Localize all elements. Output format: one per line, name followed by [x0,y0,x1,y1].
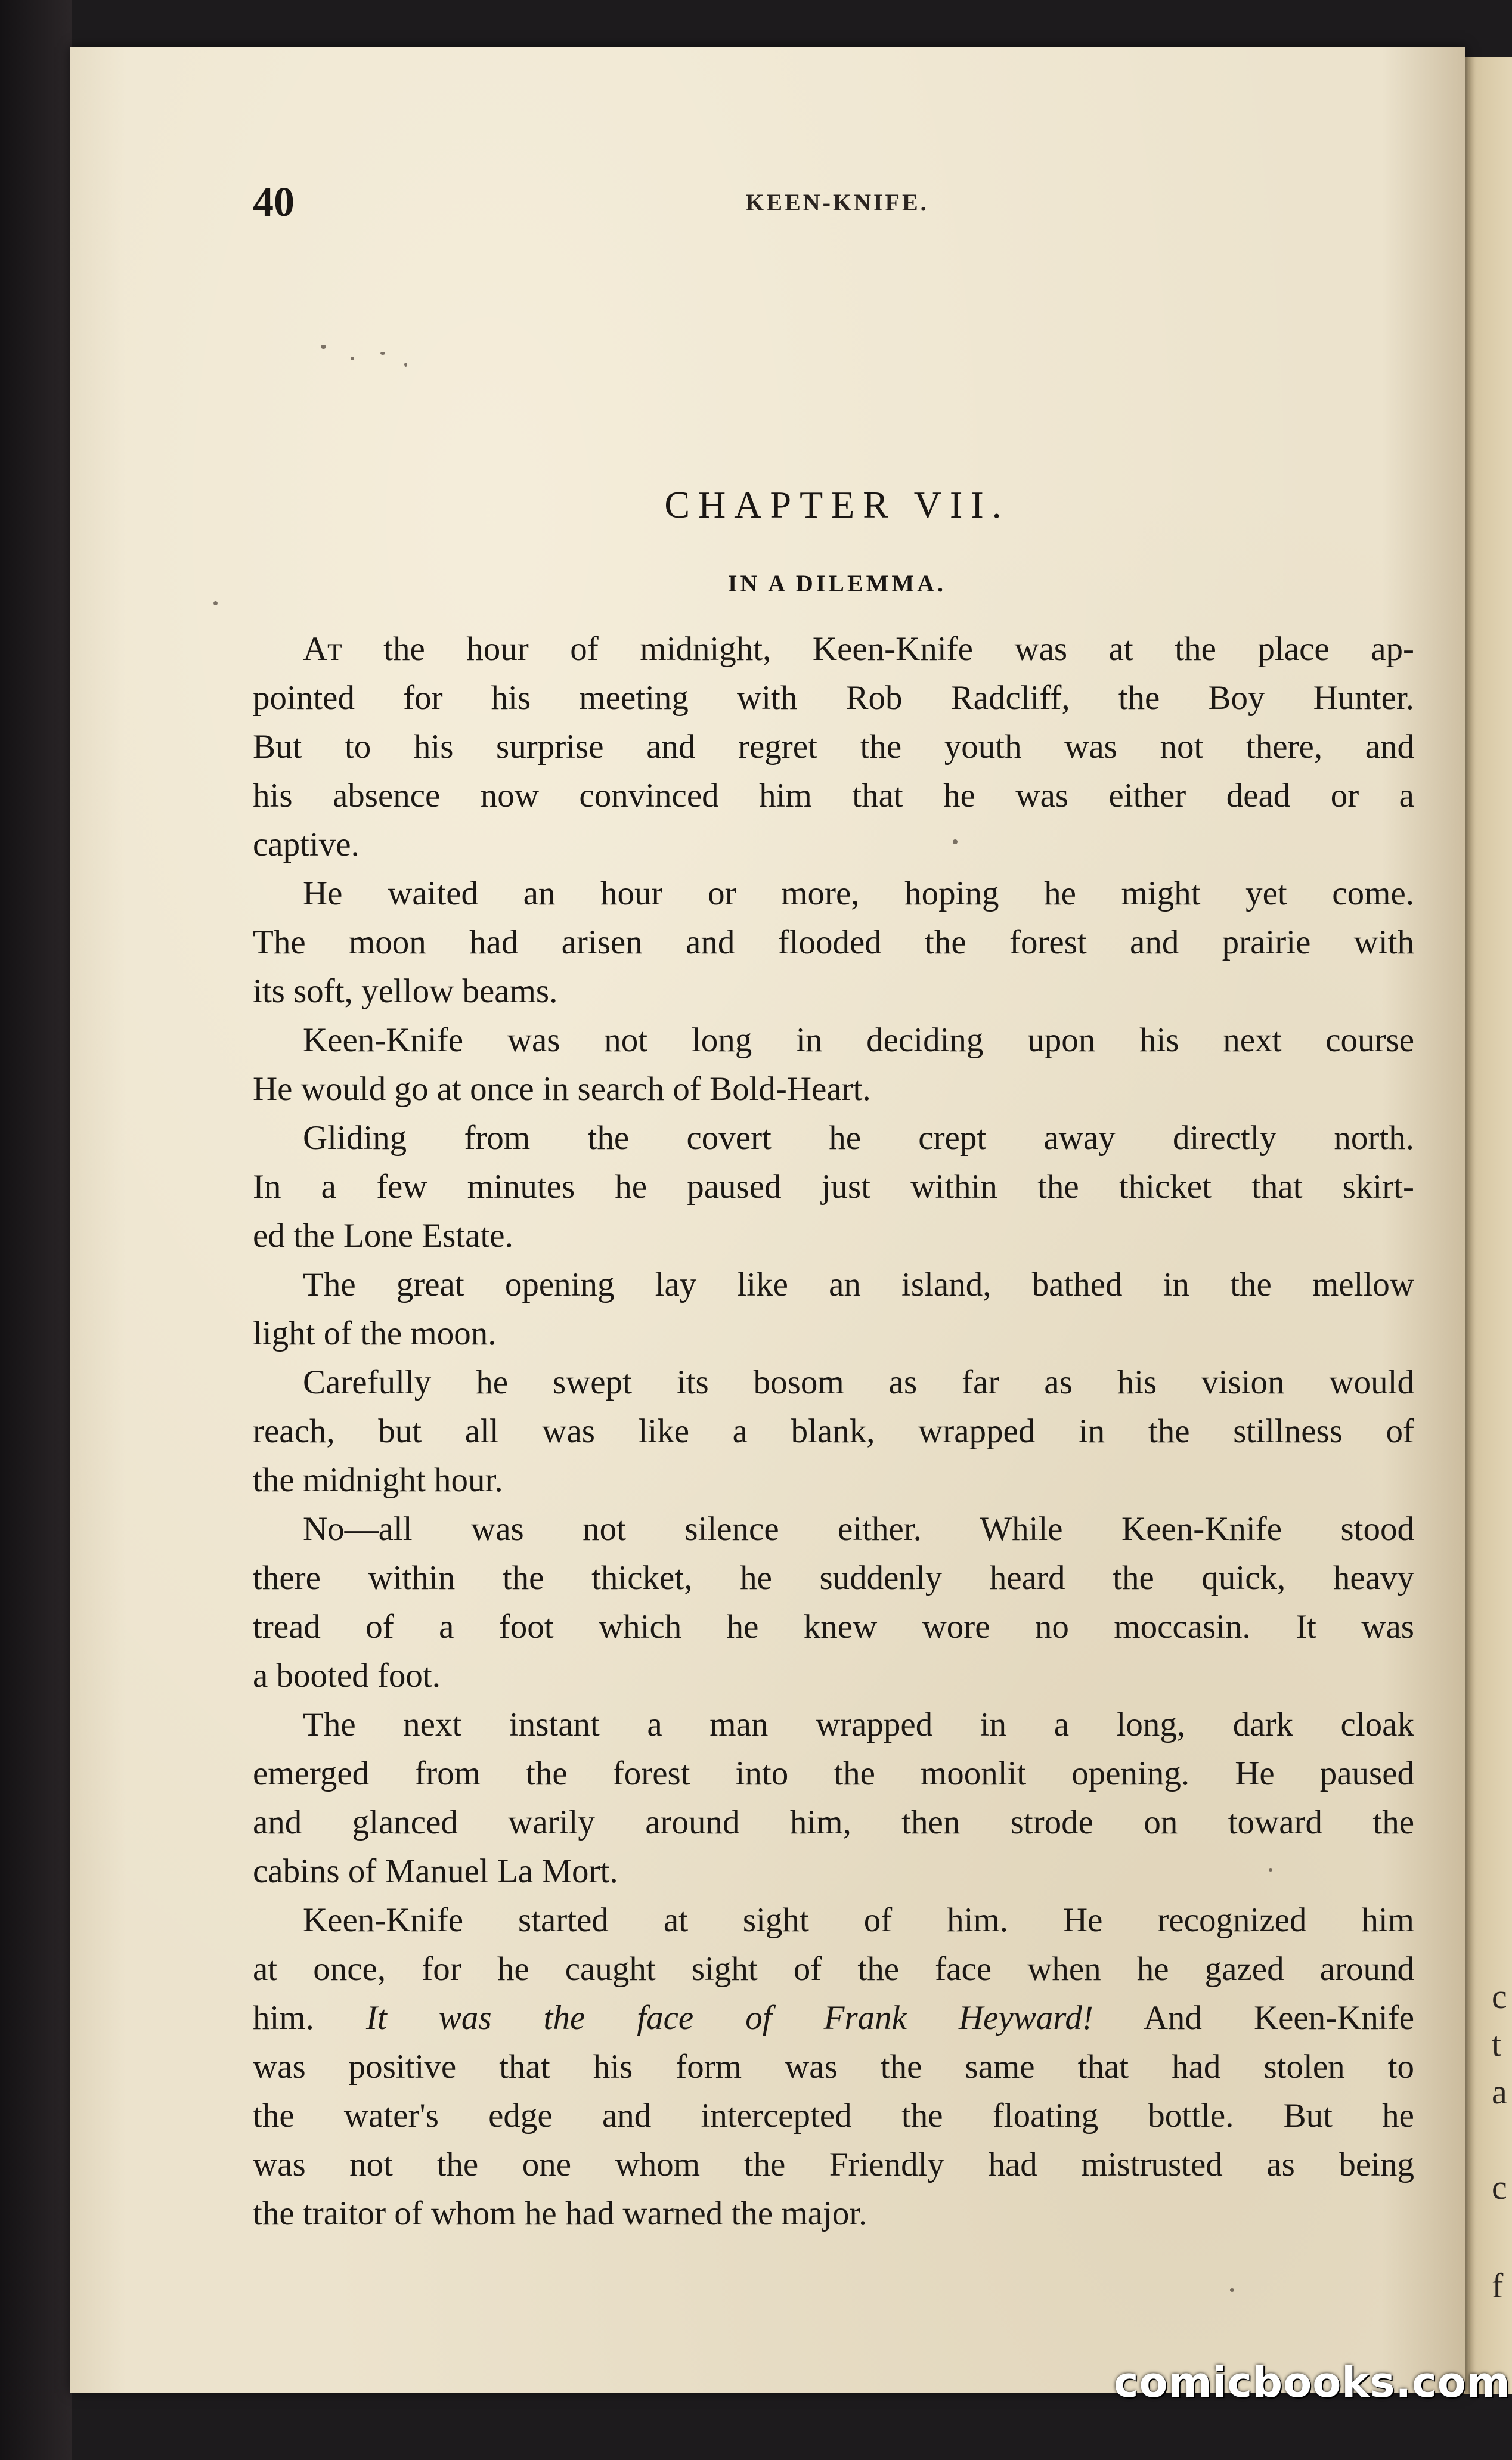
next-page-letter: a [1492,2072,1507,2111]
text-line: He waited an hour or more, hoping he might yet come. [303,875,1414,912]
small-caps-lead: At [303,630,342,668]
page-number: 40 [253,179,295,225]
next-page-letter: c [1492,1977,1507,2016]
chapter-subtitle: IN A DILEMMA. [727,570,947,597]
text-line: its soft, yellow beams. [253,972,558,1010]
text-line: him. It was the face of Frank Heyward! And Keen-Knife [253,1999,1414,2037]
text-line: The next instant a man wrapped in a long, dark cloak [303,1706,1414,1743]
text-line: the traitor of whom he had warned the major. [253,2195,867,2232]
text-line: The moon had arisen and flooded the forest and prairie with [253,924,1414,961]
ink-speck [404,363,407,367]
text-line: captive. [253,826,360,863]
text-line: The great opening lay like an island, bathed in the mellow [303,1266,1414,1303]
text-line: emerged from the forest into the moonlit opening. He paused [253,1755,1414,1792]
italic-phrase: It was the face of Frank Heyward! [365,1999,1093,2037]
chapter-title: CHAPTER VII. [664,484,1010,526]
text-line: the water's edge and intercepted the floating bottle. But he [253,2097,1414,2134]
text-line: He would go at once in search of Bold-Heart. [253,1070,871,1108]
text-line: At the hour of midnight, Keen-Knife was at the place ap- [303,630,1414,668]
text-line: his absence now convinced him that he was either dead or a [253,777,1414,814]
body-text [253,625,1414,2238]
ink-speck [351,357,354,360]
ink-speck [1230,2288,1234,2292]
text-line: No—all was not silence either. While Keen-Knife stood [303,1510,1414,1548]
text-line: light of the moon. [253,1315,497,1352]
text-line: Carefully he swept its bosom as far as his vision would [303,1364,1414,1401]
text-line: Keen-Knife was not long in deciding upon his next course [303,1021,1414,1059]
ink-speck [213,601,218,605]
text-line: ed the Lone Estate. [253,1217,513,1254]
text-line: was positive that his form was the same that had stolen to [253,2048,1414,2086]
text-line: Gliding from the covert he crept away directly north. [303,1119,1414,1157]
text-line: the midnight hour. [253,1461,503,1499]
watermark: comicbooks.com [1114,2358,1511,2407]
text-line: But to his surprise and regret the youth was not there, and [253,728,1414,766]
text-line: and glanced warily around him, then strode on toward the [253,1804,1414,1841]
text-line: reach, but all was like a blank, wrapped in the stillness of [253,1412,1414,1450]
text-line: pointed for his meeting with Rob Radcliff, the Boy Hunter. [253,679,1414,717]
text-line: was not the one whom the Friendly had mistrusted as being [253,2146,1414,2183]
text-line: there within the thicket, he suddenly heard the quick, heavy [253,1559,1414,1597]
text-line: tread of a foot which he knew wore no moccasin. It was [253,1608,1414,1646]
next-page-letter: f [1492,2266,1504,2305]
ink-speck [380,352,385,355]
text-line: In a few minutes he paused just within the thicket that skirt- [253,1168,1414,1206]
page-header [253,179,1421,227]
text-line: Keen-Knife started at sight of him. He recognized him [303,1901,1414,1939]
text-line: at once, for he caught sight of the face when he gazed around [253,1950,1414,1988]
scan-background-left [0,0,72,2460]
ink-speck [321,345,326,349]
next-page-letter: c [1492,2168,1507,2207]
text-line: a booted foot. [253,1657,441,1694]
text-line: cabins of Manuel La Mort. [253,1852,618,1890]
next-page-letter: t [1492,2025,1502,2064]
running-title: KEEN-KNIFE. [745,189,929,216]
